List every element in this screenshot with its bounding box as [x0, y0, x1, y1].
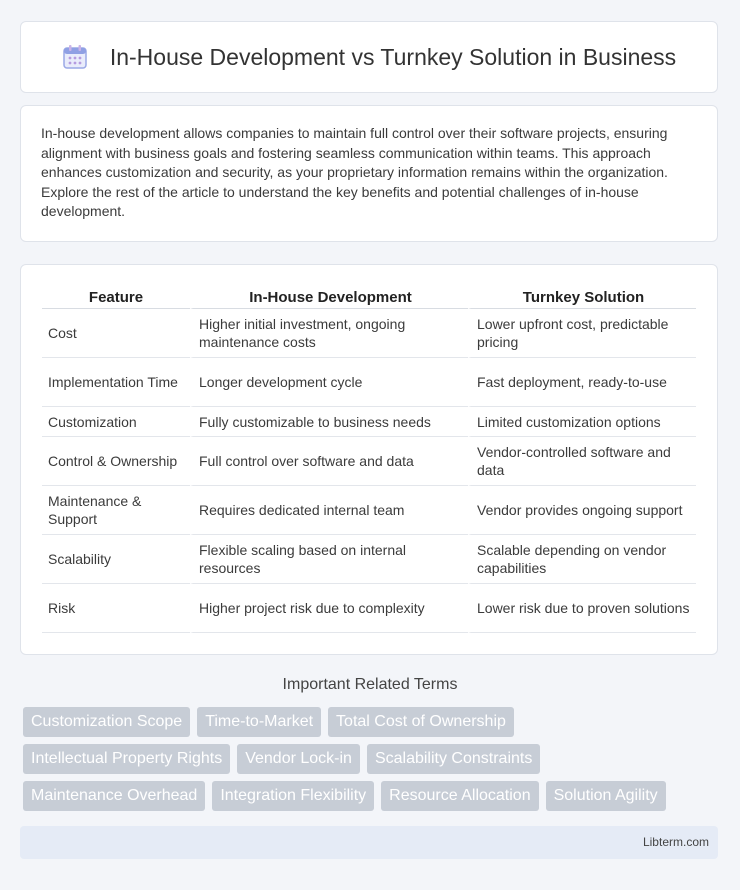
table-header-row	[42, 283, 696, 309]
calendar-icon	[62, 44, 88, 70]
in-house-cell: Requires dedicated internal team	[190, 486, 468, 535]
turnkey-cell: Lower risk due to proven solutions	[468, 584, 696, 633]
page-title: In-House Development vs Turnkey Solution in Business	[109, 43, 677, 70]
feature-cell: Cost	[42, 309, 190, 358]
feature-cell: Risk	[42, 584, 190, 633]
in-house-cell: Fully customizable to business needs	[190, 407, 468, 437]
in-house-cell: Longer development cycle	[190, 358, 468, 407]
turnkey-cell: Fast deployment, ready-to-use	[468, 358, 696, 407]
header-feature: Feature	[42, 283, 190, 309]
related-terms-title: Important Related Terms	[282, 676, 458, 693]
header-turnkey: Turnkey Solution	[468, 283, 696, 309]
in-house-cell: Full control over software and data	[190, 437, 468, 486]
related-term-tag[interactable]: Total Cost of Ownership	[328, 707, 514, 737]
related-term-tag[interactable]: Scalability Constraints	[367, 744, 540, 774]
tag-row	[23, 781, 723, 811]
related-term-tag[interactable]: Time-to-Market	[197, 707, 321, 737]
turnkey-cell: Limited customization options	[468, 407, 696, 437]
comparison-table	[42, 283, 696, 633]
in-house-cell: Higher initial investment, ongoing maintenance costs	[190, 309, 468, 358]
table-row	[42, 358, 696, 407]
turnkey-cell: Vendor-controlled software and data	[468, 437, 696, 486]
table-row	[42, 407, 696, 437]
title-card	[20, 21, 718, 93]
feature-cell: Control & Ownership	[42, 437, 190, 486]
in-house-cell: Higher project risk due to complexity	[190, 584, 468, 633]
related-term-tag[interactable]: Maintenance Overhead	[23, 781, 205, 811]
related-term-tag[interactable]: Resource Allocation	[381, 781, 538, 811]
comparison-card	[20, 264, 718, 655]
header-in-house: In-House Development	[190, 283, 468, 309]
related-terms-list	[23, 707, 723, 818]
turnkey-cell: Scalable depending on vendor capabilities	[468, 535, 696, 584]
table-row	[42, 486, 696, 535]
related-term-tag[interactable]: Integration Flexibility	[212, 781, 374, 811]
table-row	[42, 309, 696, 358]
feature-cell: Maintenance & Support	[42, 486, 190, 535]
footer	[20, 826, 718, 859]
tag-row	[23, 707, 723, 737]
footer-site-link[interactable]: Libterm.com	[642, 835, 709, 849]
table-row	[42, 584, 696, 633]
related-term-tag[interactable]: Customization Scope	[23, 707, 190, 737]
related-term-tag[interactable]: Intellectual Property Rights	[23, 744, 230, 774]
feature-cell: Scalability	[42, 535, 190, 584]
table-row	[42, 535, 696, 584]
turnkey-cell: Vendor provides ongoing support	[468, 486, 696, 535]
in-house-cell: Flexible scaling based on internal resources	[190, 535, 468, 584]
table-row	[42, 437, 696, 486]
turnkey-cell: Lower upfront cost, predictable pricing	[468, 309, 696, 358]
intro-card	[20, 105, 718, 242]
feature-cell: Customization	[42, 407, 190, 437]
related-term-tag[interactable]: Vendor Lock-in	[237, 744, 360, 774]
tag-row	[23, 744, 723, 774]
feature-cell: Implementation Time	[42, 358, 190, 407]
intro-text: In-house development allows companies to maintain full control over their software projects, ensuring alignment with business goals and fostering seamless communication within teams. This approach enhances customization and security, as your proprietary information remains within the organization. Explore the rest of the article to understand the key benefits and potential challenges of in-house development.	[41, 125, 668, 219]
related-term-tag[interactable]: Solution Agility	[546, 781, 666, 811]
